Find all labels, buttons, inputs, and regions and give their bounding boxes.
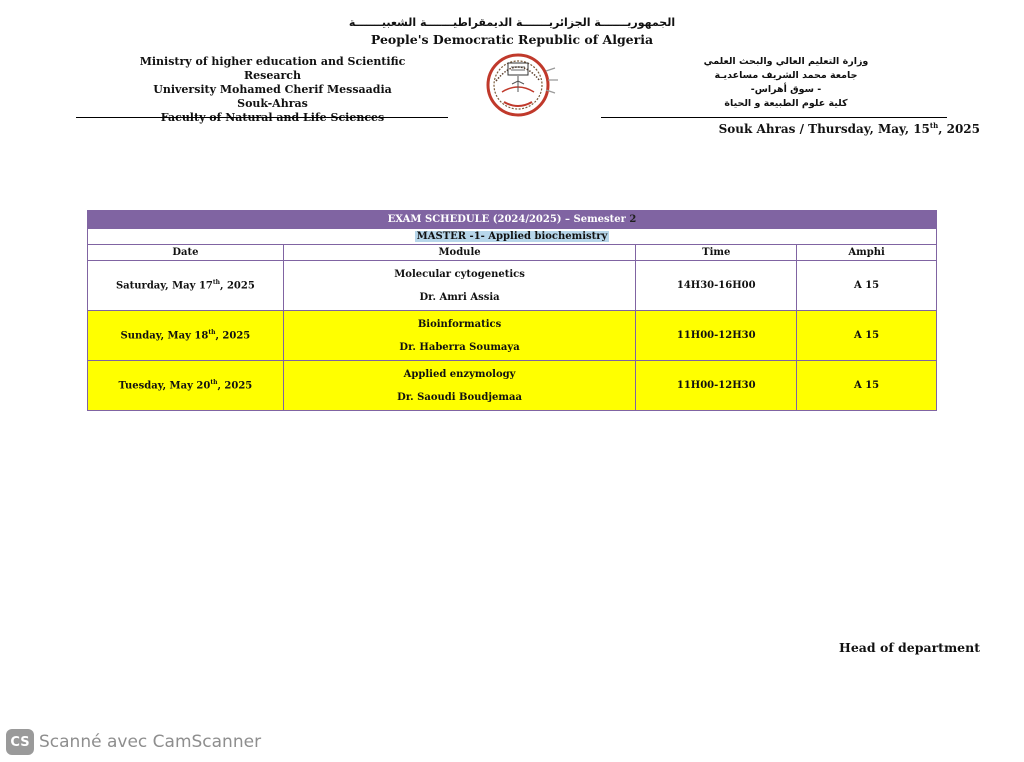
university-line-ar: جامعة محمد الشريف مساعديـة [714, 70, 858, 81]
table-row [88, 311, 937, 361]
program-level: MASTER -1- Applied biochemistry [88, 229, 937, 245]
exam-time: 11H00-12H30 [636, 311, 797, 361]
ministry-line-ar: وزارة التعليم العالي والبحث العلمي [703, 56, 869, 67]
exam-amphi: A 15 [797, 311, 937, 361]
column-header-date: Date [88, 245, 284, 261]
schedule-title: EXAM SCHEDULE (2024/2025) – Semester 2 [88, 211, 937, 229]
header-rule-left [76, 117, 448, 118]
arabic-country-title: الجمهوريـــــــة الجزائريـــــــة الديمقراطيـــــــة الشعبيـــــــة [348, 16, 676, 29]
camscanner-logo-icon: CS [6, 729, 34, 755]
exam-time: 11H00-12H30 [636, 361, 797, 411]
university-seal-icon [482, 48, 562, 120]
city-line: Souk-Ahras [237, 97, 308, 110]
university-line: University Mohamed Cherif Messaadia [153, 83, 392, 96]
exam-module: Molecular cytogenetics Dr. Amri Assia [283, 261, 636, 311]
exam-teacher: Dr. Saoudi Boudjemaa [397, 391, 522, 403]
faculty-line: Faculty of Natural and Life Sciences [160, 111, 385, 124]
column-header-time: Time [636, 245, 797, 261]
exam-module: Bioinformatics Dr. Haberra Soumaya [283, 311, 636, 361]
country-title: People's Democratic Republic of Algeria [370, 32, 654, 47]
camscanner-text: Scanné avec CamScanner [39, 732, 262, 752]
column-header-amphi: Amphi [797, 245, 937, 261]
exam-time: 14H30-16H00 [636, 261, 797, 311]
table-row [88, 261, 937, 311]
institution-header-ar [686, 55, 886, 111]
exam-teacher: Dr. Amri Assia [419, 291, 500, 303]
institution-header-en [110, 55, 435, 125]
exam-amphi: A 15 [797, 261, 937, 311]
document-date: Souk Ahras / Thursday, May, 15th, 2025 [718, 121, 980, 136]
exam-date: Saturday, May 17th, 2025 [88, 261, 284, 311]
table-row [88, 361, 937, 411]
camscanner-watermark [6, 728, 261, 756]
column-header-module: Module [283, 245, 636, 261]
faculty-line-ar: كلية علوم الطبيعة و الحياة [724, 98, 848, 109]
city-line-ar: - سوق أهراس- [750, 84, 822, 95]
exam-amphi: A 15 [797, 361, 937, 411]
exam-schedule-table [87, 210, 937, 411]
exam-module: Applied enzymology Dr. Saoudi Boudjemaa [283, 361, 636, 411]
exam-date: Tuesday, May 20th, 2025 [88, 361, 284, 411]
exam-date: Sunday, May 18th, 2025 [88, 311, 284, 361]
header-rule-right [601, 117, 947, 118]
ministry-line: Ministry of higher education and Scientific Research [139, 55, 406, 82]
exam-teacher: Dr. Haberra Soumaya [399, 341, 520, 353]
signature-label: Head of department [839, 640, 980, 655]
